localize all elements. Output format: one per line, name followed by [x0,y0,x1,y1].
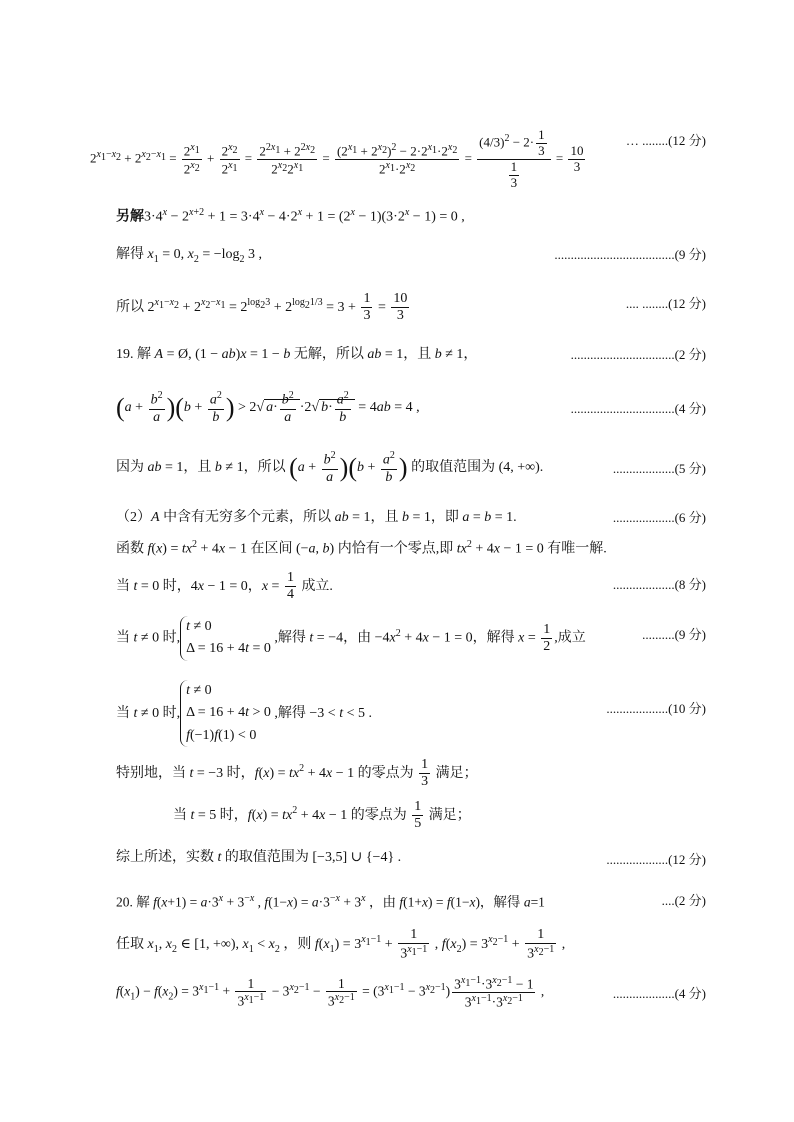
math-expression: $f(x_1) - f(x_2) = 3^{x_1-1}$ + $\frac{1}{3^{x_1-1}}$ − $3^{x_2-1}$ − $\frac{1}{3^{x_2-1}}$ = $(3^{x_1-1} - 3^{x_2-1})$ $\frac{3^{x_1-1}\cdot 3^{x_2-1} - 1}{3^{x_1-1}\cdot 3^{x_2-1}}$ , [116,975,545,1010]
score-mark: ..........(9 分) [642,627,706,642]
score-mark: ...................(10 分) [606,701,706,716]
math-expression: (a + $\frac{b^2}{a}$ )(b + $\frac{a^2}{b}$ ) > 2√ a· $\frac{b^2}{a}$ ·2√ b· $\frac{a^2}{b}$ = 4ab = 4 , [116,390,420,425]
score-mark: ................................(2 分) [570,347,706,362]
solution-line [0,120,794,190]
solution-line [0,975,794,1015]
score-mark: ...................(8 分) [612,577,706,592]
score-mark: ................................(4 分) [570,401,706,416]
solution-line [0,755,794,795]
score-mark: … ........(12 分) [625,133,706,148]
solution-line [0,797,794,837]
math-expression: 因为 ab = 1，且 b ≠ 1，所以 (a + $\frac{b^2}{a}$ )(b + $\frac{a^2}{b}$ ) 的取值范围为 (4, +∞). [116,450,544,485]
math-expression: 特别地，当 t = −3 时，$f(x) = tx^2 + 4x - 1$ 的零点为 $\frac{1}{3}$ 满足； [116,757,478,790]
math-expression: 当 t = 5 时，$f(x) = tx^2 + 4x - 1$ 的零点为 $\frac{1}{5}$ 满足； [173,799,471,832]
solution-line [0,680,794,743]
math-expression: 任取 $x_1$, $x_2$ ∈ [1, +∞), $x_1 < x_2$ ，则 $f(x_1) = 3^{x_1-1}$ + $\frac{1}{3^{x_1-1}}$ , $f(x_2) = 3^{x_2-1}$ + $\frac{1}{3^{x_2-1}}$ , [116,927,566,962]
score-mark: ....(2 分) [661,893,706,908]
solution-line [0,285,794,325]
solution-line [0,886,794,926]
math-expression: 当 t ≠ 0 时,t ≠ 0 Δ = 16 + 4t > 0 f(−1)f(1) < 0 ,解得 −3 < t < 5 . [116,680,372,747]
score-mark: ...................(12 分) [606,852,706,867]
score-mark: ...................(4 分) [612,986,706,1001]
solution-line [0,448,794,488]
solution-line [0,568,794,608]
solution-line [0,388,794,428]
solution-line [0,340,794,380]
solution-line [0,240,794,280]
solution-line [0,200,794,240]
solution-line [0,925,794,965]
solution-line [0,845,794,885]
math-expression: 当 t = 0 时，4x − 1 = 0，x = $\frac{1}{4}$ 成立. [116,570,333,603]
math-expression: 综上所述，实数 t 的取值范围为 [−3,5] ∪ {−4} . [116,850,402,865]
math-expression: 所以 $2^{x_1-x_2} + 2^{x_2-x_1} = 2^{log_23} + 2^{log_21/3} = 3$ + $\frac{1}{3}$ = $\frac{10}{3}$ [116,291,408,324]
math-expression: 19. 解 A = Ø, (1 − ab)x = 1 − b 无解，所以 ab = 1，且 b ≠ 1， [116,347,478,362]
math-expression: 20. 解 $f(x+1) = a\cdot 3^x + 3^{-x}$ , $f(1-x) = a\cdot 3^{-x} + 3^x$ ，由 f(1+x) = f(1−x)，解得 a=1 [116,893,545,910]
score-mark: .... ........(12 分) [625,296,706,311]
score-mark: ...................(6 分) [612,510,706,525]
math-expression: 另解$3\cdot 4^x - 2^{x+2} + 1 = 3\cdot 4^x - 4\cdot 2^x + 1 = (2^x - 1)(3\cdot 2^x - 1) = 0$ , [116,207,465,225]
math-expression: 解得 $x_1 = 0$, $x_2 = -\log_2$ 3 , [116,247,263,265]
math-expression: （2）A 中含有无穷多个元素，所以 ab = 1，且 b = 1，即 a = b = 1. [116,510,517,525]
math-expression: 当 t ≠ 0 时,t ≠ 0 Δ = 16 + 4t = 0 ,解得 t = −4，由 $-4x^2 + 4x - 1 = 0$，解得 x = $\frac{1}{2}$ ,成立 [116,616,586,661]
solution-line [0,616,794,656]
math-expression: 函数 $f(x) = tx^2 + 4x - 1$ 在区间 (−a, b) 内恰有一个零点,即 $tx^2 + 4x - 1 = 0$ 有唯一解. [116,539,607,557]
math-expression: $2^{x_1-x_2} + 2^{x_2-x_1}$ = $\frac{2^{x_1}}{2^{x_2}}$ + $\frac{2^{x_2}}{2^{x_1}}$ = $\frac{2^{2x_1} + 2^{2x_2}}{2^{x_2}2^{x_1}}$ = $\frac{(2^{x_1} + 2^{x_2})^2 - 2\cdot 2^{x_1}\cdot 2^{x_2}}{2^{x_1}\cdot 2^{x_2}}$ = $(4/3)^2 - 2\cdot$ $\frac{1}{3}$ $\frac{1}{3}$ = $\frac{10}{3}$ [90,127,584,190]
solution-line [0,532,794,572]
score-mark: .....................................(9 分) [554,247,706,262]
alt-solution-label: 另解 [116,209,144,225]
score-mark: ...................(5 分) [612,461,706,476]
